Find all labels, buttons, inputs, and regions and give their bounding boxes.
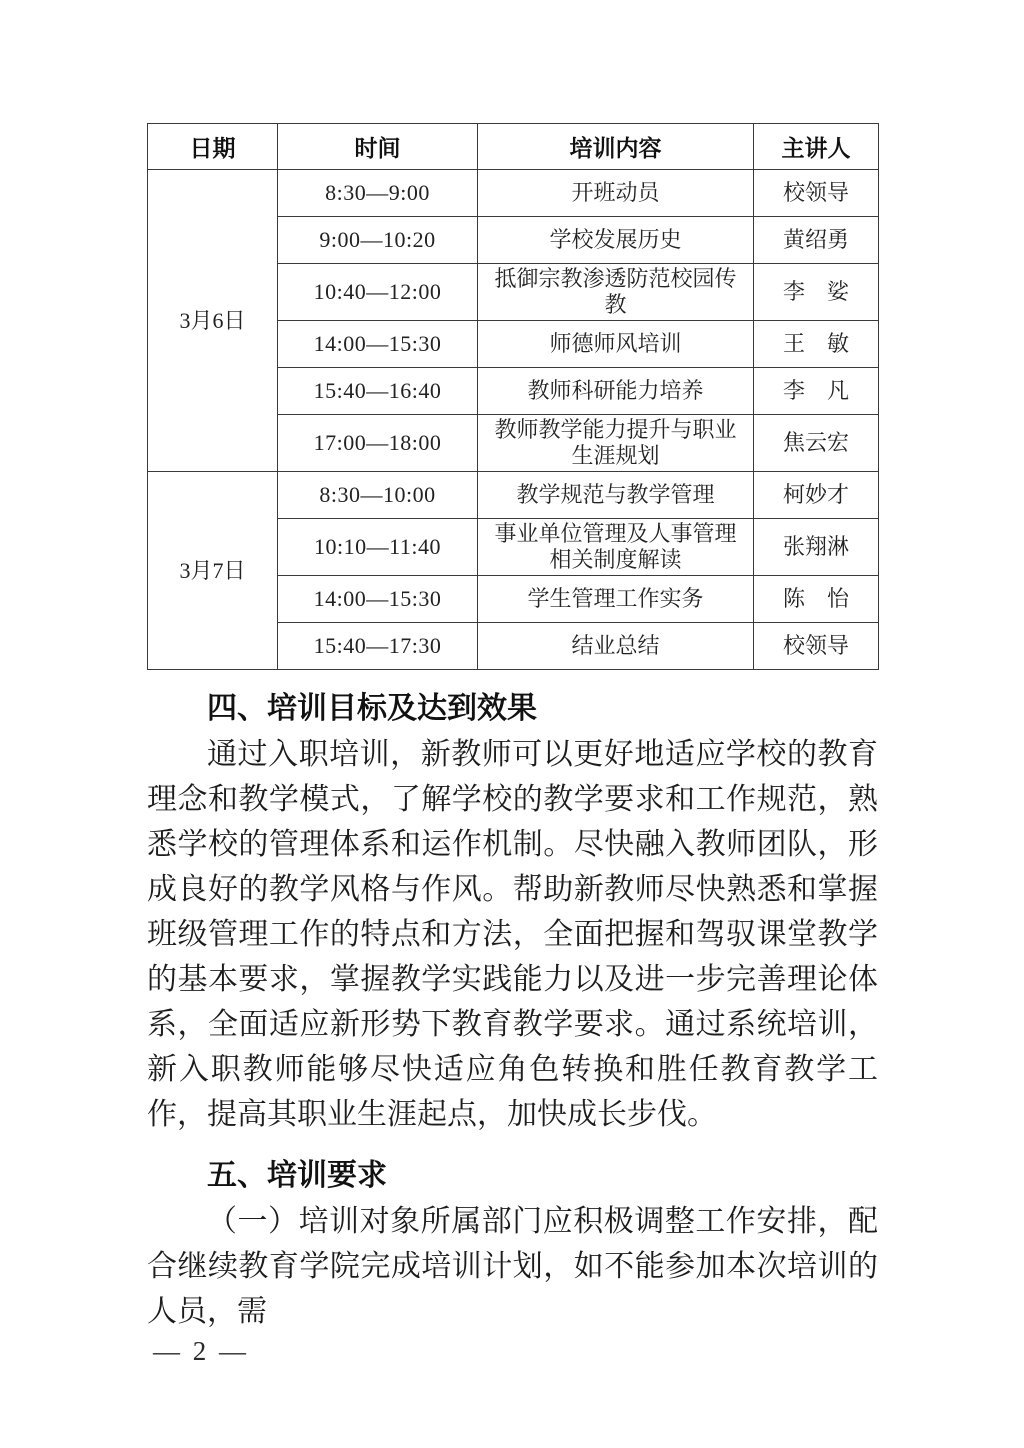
content-cell: 抵御宗教渗透防范校园传教: [478, 264, 754, 321]
content-cell: 结业总结: [478, 623, 754, 670]
speaker-cell: 陈 怡: [754, 576, 879, 623]
time-cell: 10:10—11:40: [278, 519, 478, 576]
table-row: [148, 472, 879, 519]
schedule-table-body: [148, 170, 879, 670]
speaker-cell: 黄绍勇: [754, 217, 879, 264]
time-cell: 14:00—15:30: [278, 576, 478, 623]
time-cell: 14:00—15:30: [278, 321, 478, 368]
content-cell: 师德师风培训: [478, 321, 754, 368]
content-cell: 教师科研能力培养: [478, 368, 754, 415]
time-cell: 10:40—12:00: [278, 264, 478, 321]
speaker-cell: 焦云宏: [754, 415, 879, 472]
page-number: — 2 —: [153, 1336, 249, 1366]
time-cell: 15:40—17:30: [278, 623, 478, 670]
header-date: 日期: [148, 124, 278, 170]
content-cell: 开班动员: [478, 170, 754, 217]
speaker-cell: 柯妙才: [754, 472, 879, 519]
header-content: 培训内容: [478, 124, 754, 170]
section-heading-4: 四、培训目标及达到效果: [207, 692, 537, 725]
section-5-paragraph: （一）培训对象所属部门应积极调整工作安排，配合继续教育学院完成培训计划，如不能参加本次培训的人员，需: [147, 1205, 878, 1328]
time-cell: 9:00—10:20: [278, 217, 478, 264]
time-cell: 8:30—10:00: [278, 472, 478, 519]
training-schedule-table: [147, 123, 879, 670]
date-cell: 3月7日: [148, 472, 278, 670]
time-cell: 15:40—16:40: [278, 368, 478, 415]
speaker-cell: 李 娑: [754, 264, 879, 321]
header-time: 时间: [278, 124, 478, 170]
time-cell: 8:30—9:00: [278, 170, 478, 217]
content-cell: 学校发展历史: [478, 217, 754, 264]
content-cell: 学生管理工作实务: [478, 576, 754, 623]
document-content: [147, 0, 878, 1334]
speaker-cell: 张翔淋: [754, 519, 879, 576]
speaker-cell: 王 敏: [754, 321, 879, 368]
content-cell: 事业单位管理及人事管理相关制度解读: [478, 519, 754, 576]
content-cell: 教学规范与教学管理: [478, 472, 754, 519]
speaker-cell: 校领导: [754, 170, 879, 217]
date-cell: 3月6日: [148, 170, 278, 472]
content-cell: 教师教学能力提升与职业生涯规划: [478, 415, 754, 472]
time-cell: 17:00—18:00: [278, 415, 478, 472]
header-speaker: 主讲人: [754, 124, 879, 170]
speaker-cell: 李 凡: [754, 368, 879, 415]
table-header-row: [148, 124, 879, 170]
section-4-paragraph: 通过入职培训，新教师可以更好地适应学校的教育理念和教学模式，了解学校的教学要求和工作规范，熟悉学校的管理体系和运作机制。尽快融入教师团队，形成良好的教学风格与作风。帮助新教师尽快熟悉和掌握班级管理工作的特点和方法，全面把握和驾驭课堂教学的基本要求，掌握教学实践能力以及进一步完善理论体系，全面适应新形势下教育教学要求。通过系统培训，新入职教师能够尽快适应角色转换和胜任教育教学工作，提高其职业生涯起点，加快成长步伐。: [147, 738, 878, 1131]
speaker-cell: 校领导: [754, 623, 879, 670]
section-heading-5: 五、培训要求: [207, 1159, 387, 1192]
table-row: [148, 170, 879, 217]
